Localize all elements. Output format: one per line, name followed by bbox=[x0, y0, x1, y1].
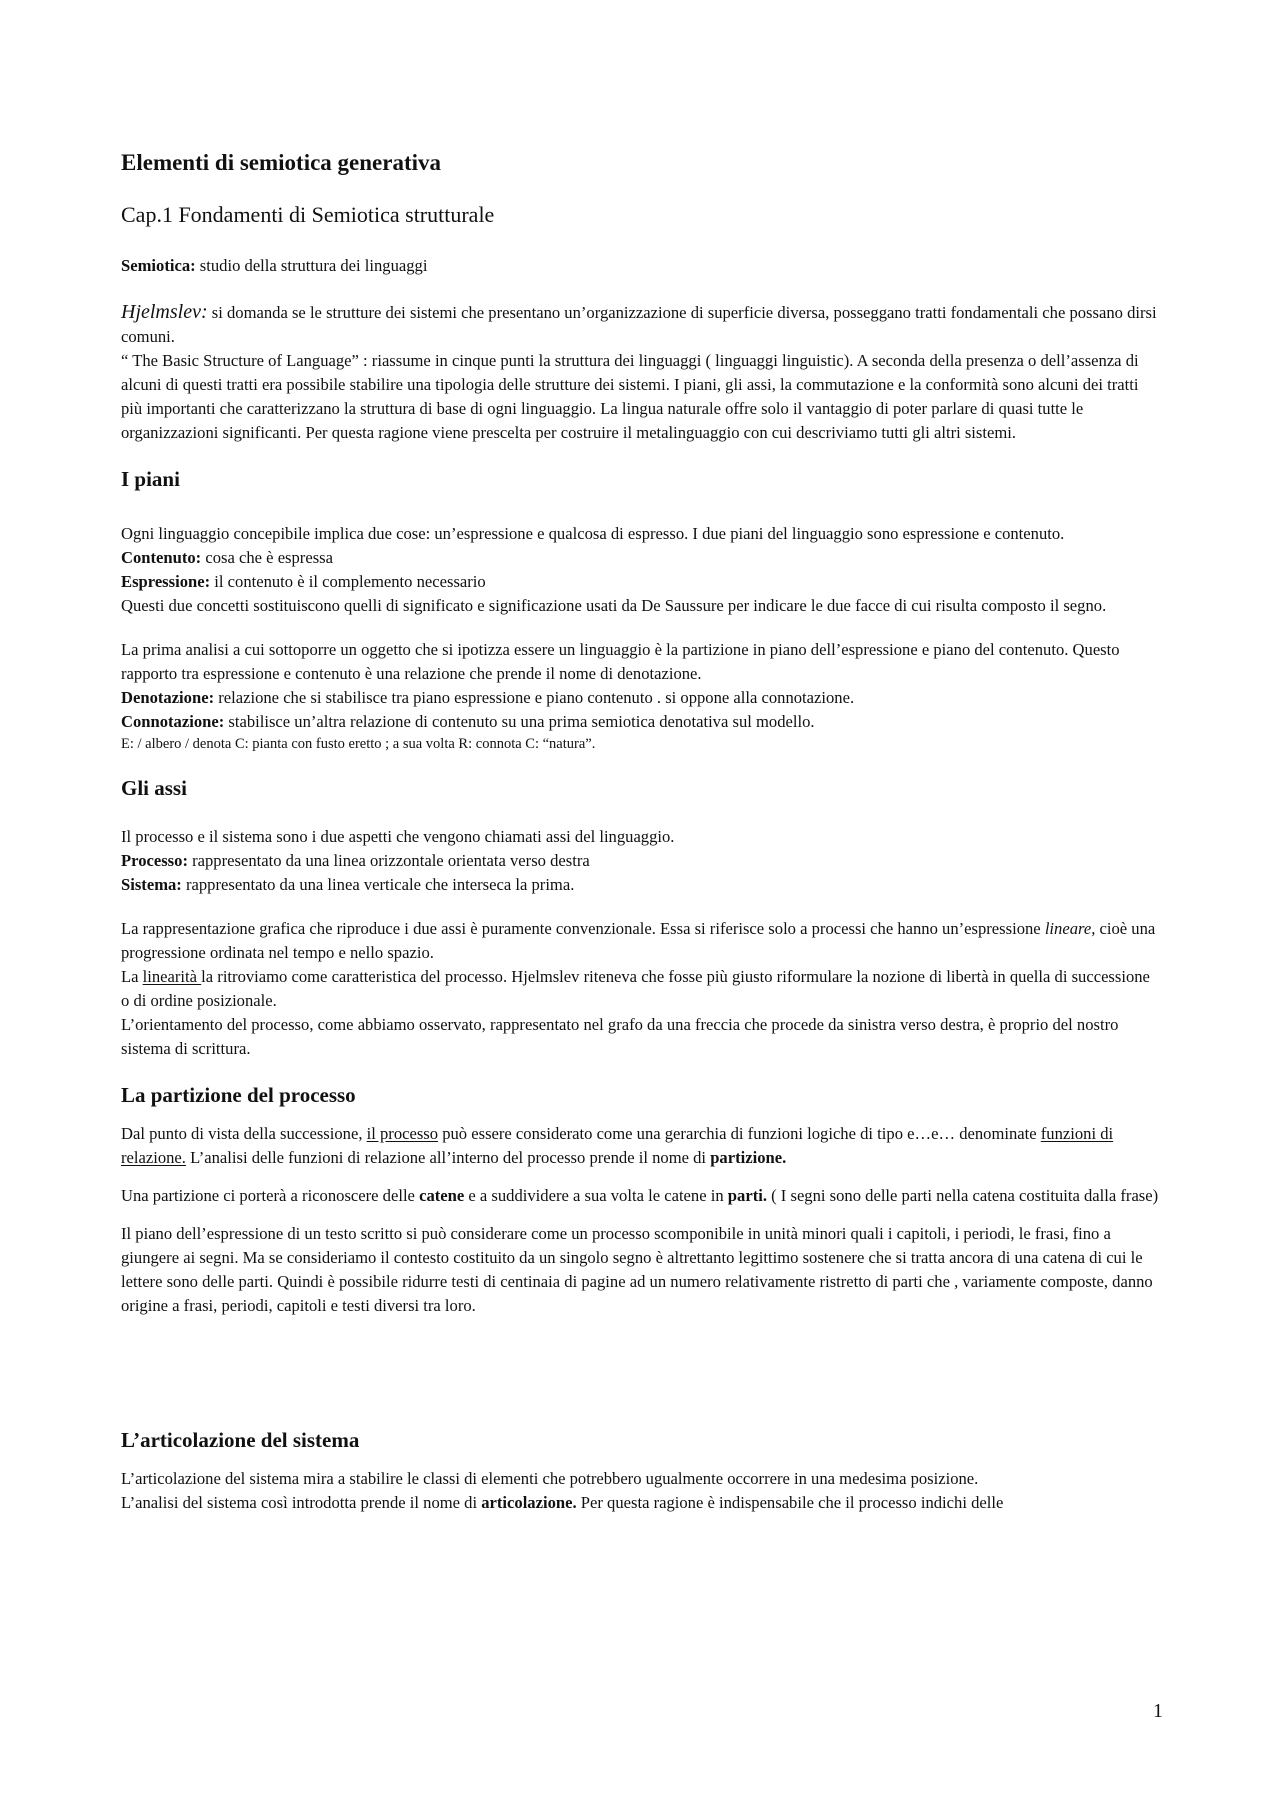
articolazione-p2-text-end: Per questa ragione è indispensabile che il processo indichi delle bbox=[576, 1493, 1004, 1512]
semiotica-definition bbox=[121, 254, 1161, 278]
articolazione-bold: articolazione. bbox=[481, 1493, 577, 1512]
piani-paragraph-3: La prima analisi a cui sottoporre un oggetto che si ipotizza essere un linguaggio è la partizione in piano dell’espressione e piano del contenuto. Questo rapporto tra espressione e contenuto è una relazione che prende il nome di denotazione. bbox=[121, 640, 1120, 683]
chapter-title: Cap.1 Fondamenti di Semiotica strutturale bbox=[121, 202, 495, 227]
partizione-p2-text-mid: e a suddividere a sua volta le catene in bbox=[464, 1186, 728, 1205]
document-title: Elementi di semiotica generativa bbox=[121, 150, 442, 175]
page-number: 1 bbox=[1153, 1700, 1163, 1722]
page-content bbox=[121, 150, 1161, 1515]
funzioni-relazione-underline: funzioni di relazione. bbox=[121, 1124, 1114, 1167]
espressione-term: Espressione: bbox=[121, 572, 211, 591]
processo-definition bbox=[121, 849, 1161, 873]
section-heading-piani: I piani bbox=[121, 467, 180, 491]
section-heading-partizione: La partizione del processo bbox=[121, 1083, 356, 1107]
partizione-p1-text: Dal punto di vista della successione, bbox=[121, 1124, 367, 1143]
partizione-paragraph-1 bbox=[121, 1122, 1161, 1170]
assi-p3-text-end: la ritroviamo come caratteristica del processo. Hjelmslev riteneva che fosse più giusto riformulare la nozione di libertà in quella di successione o di ordine posizionale. bbox=[121, 967, 1150, 1010]
sistema-term: Sistema: bbox=[121, 875, 182, 894]
denotazione-definition bbox=[121, 686, 1161, 710]
section-heading-articolazione: L’articolazione del sistema bbox=[121, 1428, 360, 1452]
hjelmslev-name: Hjelmslev: bbox=[121, 301, 208, 323]
assi-p2-text: La rappresentazione grafica che riproduce i due assi è puramente convenzionale. Essa si riferisce solo a processi che hanno un’espressione bbox=[121, 919, 1045, 938]
contenuto-text: cosa che è espressa bbox=[201, 548, 333, 567]
denotazione-text: relazione che si stabilisce tra piano espressione e piano contenuto . si oppone alla connotazione. bbox=[214, 688, 855, 707]
semiotica-text: studio della struttura dei linguaggi bbox=[195, 256, 428, 275]
assi-paragraph-2 bbox=[121, 917, 1161, 965]
espressione-text: il contenuto è il complemento necessario bbox=[210, 572, 486, 591]
espressione-definition bbox=[121, 570, 1161, 594]
hjelmslev-paragraph bbox=[121, 300, 1161, 349]
contenuto-definition bbox=[121, 546, 1161, 570]
partizione-bold: partizione. bbox=[710, 1148, 787, 1167]
catene-bold: catene bbox=[419, 1186, 465, 1205]
partizione-p1-text-mid: può essere considerato come una gerarchia di funzioni logiche di tipo e…e… denominate bbox=[438, 1124, 1041, 1143]
contenuto-term: Contenuto: bbox=[121, 548, 202, 567]
il-processo-underline: il processo bbox=[366, 1124, 439, 1143]
articolazione-p2-text: L’analisi del sistema così introdotta prende il nome di bbox=[121, 1493, 482, 1512]
piani-paragraph-1: Ogni linguaggio concepibile implica due cose: un’espressione e qualcosa di espresso. I due piani del linguaggio sono espressione e contenuto. bbox=[121, 524, 1065, 543]
connotazione-definition bbox=[121, 710, 1161, 734]
denotazione-term: Denotazione: bbox=[121, 688, 215, 707]
connotazione-text: stabilisce un’altra relazione di contenuto su una prima semiotica denotativa sul modello. bbox=[224, 712, 815, 731]
partizione-p1-text-end: L’analisi delle funzioni di relazione all’interno del processo prende il nome di bbox=[185, 1148, 711, 1167]
example-line: E: / albero / denota C: pianta con fusto eretto ; a sua volta R: connota C: “natura”. bbox=[121, 736, 596, 752]
assi-paragraph-1: Il processo e il sistema sono i due aspetti che vengono chiamati assi del linguaggio. bbox=[121, 827, 675, 846]
partizione-paragraph-2 bbox=[121, 1184, 1161, 1208]
sistema-text: rappresentato da una linea verticale che interseca la prima. bbox=[181, 875, 575, 894]
processo-text: rappresentato da una linea orizzontale orientata verso destra bbox=[187, 851, 590, 870]
partizione-p2-text: Una partizione ci porterà a riconoscere delle bbox=[121, 1186, 420, 1205]
connotazione-term: Connotazione: bbox=[121, 712, 225, 731]
assi-paragraph-3 bbox=[121, 965, 1161, 1013]
partizione-p2-text-end: ( I segni sono delle parti nella catena costituita dalla frase) bbox=[766, 1186, 1159, 1205]
partizione-paragraph-3: Il piano dell’espressione di un testo scritto si può considerare come un processo scomponibile in unità minori quali i capitoli, i periodi, le frasi, fino a giungere ai segni. Ma se consideriamo il contesto costituito da un singolo segno è altrettanto legittimo sostenere che si tratta ancora di una catena di cui le lettere sono delle parti. Quindi è possibile ridurre testi di centinaia di pagine ad un numero relativamente ristretto di parti che , variamente composte, danno origine a frasi, periodi, capitoli e testi diversi tra loro. bbox=[121, 1224, 1153, 1315]
piani-paragraph-2: Questi due concetti sostituiscono quelli di significato e significazione usati da De Saussure per indicare le due facce di cui risulta composto il segno. bbox=[121, 596, 1107, 615]
processo-term: Processo: bbox=[121, 851, 188, 870]
section-heading-assi: Gli assi bbox=[121, 776, 187, 800]
assi-p3-text: La bbox=[121, 967, 143, 986]
sistema-definition bbox=[121, 873, 1161, 897]
assi-p2-text-end: cioè una progressione ordinata nel tempo e nello spazio. bbox=[121, 919, 1156, 962]
parti-bold: parti. bbox=[727, 1186, 767, 1205]
linearita-underline: linearità bbox=[142, 967, 202, 986]
hjelmslev-text: si domanda se le strutture dei sistemi che presentano un’organizzazione di superficie diversa, posseggano tratti fondamentali che possano dirsi comuni. bbox=[121, 303, 1157, 346]
articolazione-paragraph-1: L’articolazione del sistema mira a stabilire le classi di elementi che potrebbero ugualmente occorrere in una medesima posizione. bbox=[121, 1469, 979, 1488]
semiotica-term: Semiotica: bbox=[121, 256, 196, 275]
articolazione-paragraph-2 bbox=[121, 1491, 1161, 1515]
basic-structure-paragraph: “ The Basic Structure of Language” : riassume in cinque punti la struttura dei linguaggi ( linguaggi linguistic). A seconda della presenza o dell’assenza di alcuni di questi tratti era possibile stabilire una tipologia delle strutture dei sistemi. I piani, gli assi, la commutazione e la conformità sono alcuni dei tratti più importanti che caratterizzano la struttura di base di ogni linguaggio. La lingua naturale offre solo il vantaggio di poter parlare di quasi tutte le organizzazioni significanti. Per questa ragione viene prescelta per costruire il metalinguaggio con cui descriviamo tutti gli altri sistemi. bbox=[121, 351, 1139, 442]
assi-paragraph-4: L’orientamento del processo, come abbiamo osservato, rappresentato nel grafo da una freccia che procede da sinistra verso destra, è proprio del nostro sistema di scrittura. bbox=[121, 1015, 1119, 1058]
lineare-italic: lineare, bbox=[1044, 919, 1096, 938]
